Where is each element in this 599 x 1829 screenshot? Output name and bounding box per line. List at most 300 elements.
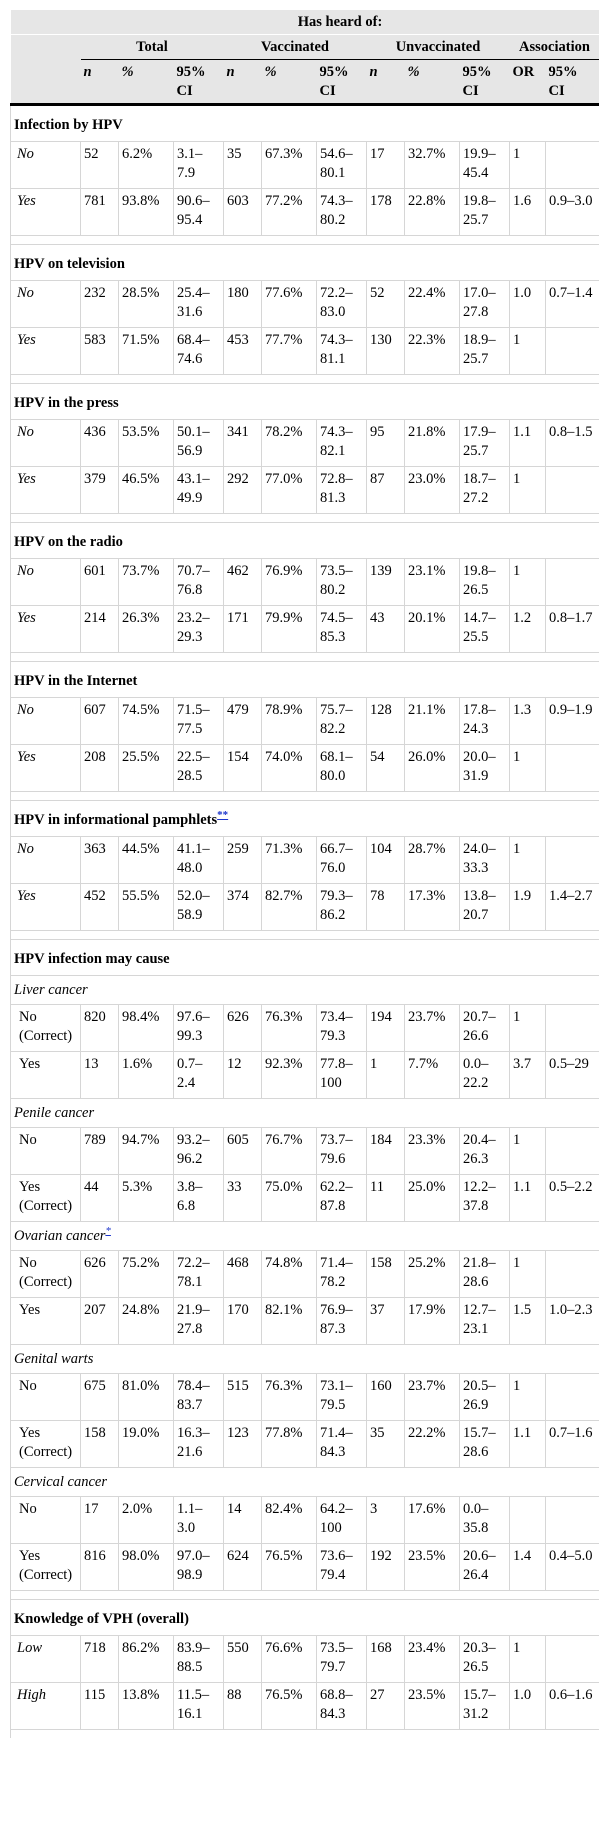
cell-total-pct: 55.5% — [119, 884, 174, 931]
cell-unvacc-ci: 12.7–23.1 — [460, 1298, 510, 1345]
cell-odds-ratio: 1.0 — [510, 1683, 546, 1730]
spacer-cell — [11, 653, 599, 662]
cell-unvacc-n: 128 — [367, 698, 405, 745]
table-row — [11, 1544, 599, 1591]
cell-vacc-n: 515 — [224, 1374, 262, 1421]
footnote-link[interactable]: * — [105, 1225, 111, 1238]
cell-unvacc-n: 1 — [367, 1052, 405, 1099]
cell-vacc-n: 626 — [224, 1005, 262, 1052]
cell-vacc-pct: 71.3% — [262, 837, 317, 884]
cell-unvacc-ci: 0.0–35.8 — [460, 1497, 510, 1544]
cell-vacc-n: 374 — [224, 884, 262, 931]
cell-total-pct: 44.5% — [119, 837, 174, 884]
cell-total-ci: 21.9–27.8 — [174, 1298, 224, 1345]
cell-total-ci: 25.4–31.6 — [174, 281, 224, 328]
cell-vacc-pct: 76.5% — [262, 1683, 317, 1730]
cell-unvacc-n: 78 — [367, 884, 405, 931]
section-spacer — [11, 1591, 599, 1600]
cell-vacc-ci: 54.6–80.1 — [317, 142, 367, 189]
cell-total-n: 607 — [81, 698, 119, 745]
cell-unvacc-ci: 13.8–20.7 — [460, 884, 510, 931]
cell-unvacc-pct: 22.4% — [405, 281, 460, 328]
cell-vacc-ci: 73.4–79.3 — [317, 1005, 367, 1052]
cell-total-ci: 71.5–77.5 — [174, 698, 224, 745]
cell-total-pct: 25.5% — [119, 745, 174, 792]
cell-vacc-ci: 64.2–100 — [317, 1497, 367, 1544]
subgroup-title: Cervical cancer — [14, 1474, 108, 1490]
cell-total-n: 789 — [81, 1128, 119, 1175]
cell-vacc-ci: 71.4–84.3 — [317, 1421, 367, 1468]
cell-vacc-n: 14 — [224, 1497, 262, 1544]
row-label: No — [11, 1374, 81, 1421]
cell-unvacc-n: 158 — [367, 1251, 405, 1298]
cell-or-ci: 0.8–1.7 — [546, 606, 599, 653]
cell-vacc-n: 624 — [224, 1544, 262, 1591]
cell-total-n: 675 — [81, 1374, 119, 1421]
cell-total-n: 115 — [81, 1683, 119, 1730]
cell-total-n: 626 — [81, 1251, 119, 1298]
table-row — [11, 1374, 599, 1421]
cell-total-n: 17 — [81, 1497, 119, 1544]
table-row — [11, 467, 599, 514]
spacer-cell — [11, 1591, 599, 1600]
row-label: No (Correct) — [11, 1005, 81, 1052]
cell-odds-ratio: 1 — [510, 1128, 546, 1175]
header-row-columns — [11, 60, 599, 105]
section-title-cell — [11, 523, 599, 559]
cell-total-pct: 75.2% — [119, 1251, 174, 1298]
section-row — [11, 662, 599, 698]
section-title-cell — [11, 105, 599, 142]
cell-unvacc-n: 104 — [367, 837, 405, 884]
cell-or-ci: 0.5–29 — [546, 1052, 599, 1099]
cell-total-pct: 93.8% — [119, 189, 174, 236]
cell-vacc-ci: 74.3–81.1 — [317, 328, 367, 375]
col-header-unvacc-ci: 95% CI — [460, 60, 510, 105]
cell-or-ci: 0.9–1.9 — [546, 698, 599, 745]
row-label: Yes — [11, 189, 81, 236]
cell-unvacc-pct: 17.3% — [405, 884, 460, 931]
cell-vacc-pct: 82.4% — [262, 1497, 317, 1544]
row-label: Yes — [11, 745, 81, 792]
subgroup-title-cell — [11, 976, 599, 1005]
section-spacer — [11, 236, 599, 245]
cell-vacc-ci: 73.1–79.5 — [317, 1374, 367, 1421]
col-header-or: OR — [510, 60, 546, 105]
cell-vacc-n: 550 — [224, 1636, 262, 1683]
cell-or-ci — [546, 1251, 599, 1298]
section-row — [11, 1600, 599, 1636]
cell-unvacc-n: 52 — [367, 281, 405, 328]
cell-odds-ratio: 1.1 — [510, 1421, 546, 1468]
subgroup-row — [11, 1468, 599, 1497]
cell-vacc-pct: 82.7% — [262, 884, 317, 931]
table-row — [11, 1298, 599, 1345]
cell-unvacc-pct: 22.8% — [405, 189, 460, 236]
section-title: HPV in the press — [14, 395, 119, 411]
cell-unvacc-pct: 25.0% — [405, 1175, 460, 1222]
section-row — [11, 801, 599, 837]
cell-vacc-n: 453 — [224, 328, 262, 375]
row-label: No — [11, 1497, 81, 1544]
cell-or-ci: 0.7–1.6 — [546, 1421, 599, 1468]
cell-vacc-ci: 74.5–85.3 — [317, 606, 367, 653]
cell-vacc-ci: 73.5–80.2 — [317, 559, 367, 606]
cell-unvacc-n: 160 — [367, 1374, 405, 1421]
cell-total-ci: 3.1–7.9 — [174, 142, 224, 189]
cell-unvacc-n: 178 — [367, 189, 405, 236]
cell-vacc-pct: 76.6% — [262, 1636, 317, 1683]
cell-unvacc-n: 43 — [367, 606, 405, 653]
cell-unvacc-n: 27 — [367, 1683, 405, 1730]
cell-unvacc-ci: 20.3–26.5 — [460, 1636, 510, 1683]
cell-unvacc-pct: 32.7% — [405, 142, 460, 189]
cell-vacc-pct: 75.0% — [262, 1175, 317, 1222]
header-row-top — [11, 10, 599, 35]
cell-total-n: 208 — [81, 745, 119, 792]
cell-unvacc-pct: 28.7% — [405, 837, 460, 884]
table-row — [11, 1636, 599, 1683]
col-header-vacc-ci: 95% CI — [317, 60, 367, 105]
col-header-vacc-n: n — [224, 60, 262, 105]
cell-or-ci: 0.5–2.2 — [546, 1175, 599, 1222]
cell-vacc-ci: 72.8–81.3 — [317, 467, 367, 514]
subgroup-row — [11, 1345, 599, 1374]
cell-odds-ratio: 1.2 — [510, 606, 546, 653]
cell-unvacc-n: 11 — [367, 1175, 405, 1222]
section-title-cell — [11, 662, 599, 698]
section-spacer — [11, 1730, 599, 1739]
cell-vacc-n: 259 — [224, 837, 262, 884]
cell-unvacc-n: 130 — [367, 328, 405, 375]
row-label: Yes — [11, 884, 81, 931]
row-label: Low — [11, 1636, 81, 1683]
cell-total-pct: 24.8% — [119, 1298, 174, 1345]
spacer-cell — [11, 375, 599, 384]
cell-total-n: 52 — [81, 142, 119, 189]
cell-unvacc-n: 37 — [367, 1298, 405, 1345]
row-label: No (Correct) — [11, 1251, 81, 1298]
section-title-cell — [11, 384, 599, 420]
cell-total-n: 436 — [81, 420, 119, 467]
row-label: Yes (Correct) — [11, 1544, 81, 1591]
cell-odds-ratio: 1 — [510, 328, 546, 375]
cell-total-pct: 94.7% — [119, 1128, 174, 1175]
row-label: Yes (Correct) — [11, 1175, 81, 1222]
cell-unvacc-pct: 20.1% — [405, 606, 460, 653]
cell-or-ci — [546, 837, 599, 884]
table-row — [11, 606, 599, 653]
table-row — [11, 1128, 599, 1175]
cell-total-ci: 0.7–2.4 — [174, 1052, 224, 1099]
table-body — [11, 105, 599, 1739]
cell-vacc-n: 468 — [224, 1251, 262, 1298]
cell-unvacc-ci: 15.7–28.6 — [460, 1421, 510, 1468]
row-label: Yes — [11, 1052, 81, 1099]
group-header-association: Association — [510, 35, 599, 60]
cell-unvacc-pct: 22.3% — [405, 328, 460, 375]
cell-vacc-n: 33 — [224, 1175, 262, 1222]
cell-total-ci: 68.4–74.6 — [174, 328, 224, 375]
cell-unvacc-n: 168 — [367, 1636, 405, 1683]
cell-total-ci: 41.1–48.0 — [174, 837, 224, 884]
cell-vacc-ci: 76.9–87.3 — [317, 1298, 367, 1345]
cell-or-ci: 1.0–2.3 — [546, 1298, 599, 1345]
cell-odds-ratio: 1.3 — [510, 698, 546, 745]
table-row — [11, 1005, 599, 1052]
cell-unvacc-pct: 17.6% — [405, 1497, 460, 1544]
cell-unvacc-pct: 23.7% — [405, 1005, 460, 1052]
cell-unvacc-n: 139 — [367, 559, 405, 606]
cell-vacc-n: 180 — [224, 281, 262, 328]
subgroup-title: Liver cancer — [14, 982, 88, 998]
cell-vacc-ci: 68.8–84.3 — [317, 1683, 367, 1730]
cell-vacc-pct: 78.2% — [262, 420, 317, 467]
has-heard-of-header: Has heard of: — [81, 10, 599, 35]
cell-odds-ratio: 1 — [510, 467, 546, 514]
cell-total-pct: 46.5% — [119, 467, 174, 514]
cell-total-pct: 6.2% — [119, 142, 174, 189]
cell-total-n: 583 — [81, 328, 119, 375]
cell-total-ci: 97.0–98.9 — [174, 1544, 224, 1591]
cell-vacc-n: 171 — [224, 606, 262, 653]
row-label: Yes — [11, 328, 81, 375]
cell-unvacc-ci: 24.0–33.3 — [460, 837, 510, 884]
section-title: Knowledge of VPH (overall) — [14, 1611, 189, 1627]
cell-odds-ratio: 1.4 — [510, 1544, 546, 1591]
cell-vacc-pct: 76.7% — [262, 1128, 317, 1175]
row-label: No — [11, 420, 81, 467]
cell-vacc-n: 605 — [224, 1128, 262, 1175]
cell-vacc-n: 12 — [224, 1052, 262, 1099]
cell-unvacc-n: 192 — [367, 1544, 405, 1591]
row-label: High — [11, 1683, 81, 1730]
row-label: Yes (Correct) — [11, 1421, 81, 1468]
subgroup-title-cell — [11, 1345, 599, 1374]
cell-or-ci — [546, 559, 599, 606]
cell-or-ci: 0.8–1.5 — [546, 420, 599, 467]
header-corner — [11, 60, 81, 105]
cell-unvacc-ci: 15.7–31.2 — [460, 1683, 510, 1730]
table-row — [11, 1421, 599, 1468]
cell-total-ci: 70.7–76.8 — [174, 559, 224, 606]
table-row — [11, 698, 599, 745]
cell-vacc-pct: 67.3% — [262, 142, 317, 189]
spacer-cell — [11, 236, 599, 245]
cell-odds-ratio: 1 — [510, 1636, 546, 1683]
cell-total-n: 214 — [81, 606, 119, 653]
section-title: HPV on the radio — [14, 534, 123, 550]
cell-or-ci — [546, 467, 599, 514]
cell-vacc-pct: 82.1% — [262, 1298, 317, 1345]
cell-odds-ratio: 3.7 — [510, 1052, 546, 1099]
table-row — [11, 1497, 599, 1544]
cell-odds-ratio: 1.1 — [510, 1175, 546, 1222]
cell-vacc-n: 479 — [224, 698, 262, 745]
cell-vacc-pct: 76.3% — [262, 1374, 317, 1421]
section-row — [11, 940, 599, 976]
section-title-cell — [11, 801, 599, 837]
cell-total-pct: 53.5% — [119, 420, 174, 467]
section-spacer — [11, 792, 599, 801]
cell-total-n: 601 — [81, 559, 119, 606]
section-spacer — [11, 653, 599, 662]
cell-unvacc-pct: 17.9% — [405, 1298, 460, 1345]
cell-total-pct: 98.0% — [119, 1544, 174, 1591]
cell-total-pct: 98.4% — [119, 1005, 174, 1052]
row-label: Yes — [11, 606, 81, 653]
group-header-unvaccinated: Unvaccinated — [367, 35, 510, 60]
cell-vacc-pct: 92.3% — [262, 1052, 317, 1099]
cell-unvacc-pct: 25.2% — [405, 1251, 460, 1298]
cell-odds-ratio: 1 — [510, 1374, 546, 1421]
cell-total-pct: 13.8% — [119, 1683, 174, 1730]
cell-unvacc-pct: 23.4% — [405, 1636, 460, 1683]
cell-unvacc-pct: 22.2% — [405, 1421, 460, 1468]
cell-total-ci: 22.5–28.5 — [174, 745, 224, 792]
row-label: No — [11, 281, 81, 328]
cell-total-n: 718 — [81, 1636, 119, 1683]
cell-or-ci — [546, 1497, 599, 1544]
row-label: No — [11, 698, 81, 745]
cell-unvacc-n: 17 — [367, 142, 405, 189]
cell-vacc-n: 35 — [224, 142, 262, 189]
cell-or-ci — [546, 142, 599, 189]
cell-vacc-ci: 73.7–79.6 — [317, 1128, 367, 1175]
cell-total-n: 781 — [81, 189, 119, 236]
cell-unvacc-ci: 17.8–24.3 — [460, 698, 510, 745]
spacer-cell — [11, 1730, 599, 1739]
cell-vacc-n: 292 — [224, 467, 262, 514]
cell-vacc-pct: 78.9% — [262, 698, 317, 745]
cell-total-ci: 43.1–49.9 — [174, 467, 224, 514]
cell-unvacc-pct: 23.1% — [405, 559, 460, 606]
cell-total-pct: 81.0% — [119, 1374, 174, 1421]
cell-odds-ratio — [510, 1497, 546, 1544]
cell-total-n: 44 — [81, 1175, 119, 1222]
cell-odds-ratio: 1 — [510, 837, 546, 884]
cell-unvacc-n: 184 — [367, 1128, 405, 1175]
cell-total-n: 820 — [81, 1005, 119, 1052]
cell-vacc-n: 341 — [224, 420, 262, 467]
row-label: No — [11, 559, 81, 606]
table-row — [11, 142, 599, 189]
subgroup-row — [11, 1099, 599, 1128]
table-row — [11, 1251, 599, 1298]
section-title: HPV on television — [14, 256, 125, 272]
cell-unvacc-pct: 23.7% — [405, 1374, 460, 1421]
cell-unvacc-pct: 23.5% — [405, 1683, 460, 1730]
table-row — [11, 281, 599, 328]
cell-vacc-n: 123 — [224, 1421, 262, 1468]
section-title: HPV in informational pamphlets — [14, 812, 218, 828]
col-header-unvacc-pct: % — [405, 60, 460, 105]
cell-vacc-pct: 77.2% — [262, 189, 317, 236]
section-spacer — [11, 514, 599, 523]
cell-unvacc-n: 54 — [367, 745, 405, 792]
cell-total-ci: 90.6–95.4 — [174, 189, 224, 236]
cell-vacc-ci: 62.2–87.8 — [317, 1175, 367, 1222]
cell-vacc-pct: 74.8% — [262, 1251, 317, 1298]
cell-unvacc-ci: 19.9–45.4 — [460, 142, 510, 189]
cell-unvacc-ci: 0.0–22.2 — [460, 1052, 510, 1099]
cell-vacc-ci: 66.7–76.0 — [317, 837, 367, 884]
cell-unvacc-pct: 23.5% — [405, 1544, 460, 1591]
col-header-total-n: n — [81, 60, 119, 105]
group-header-total: Total — [81, 35, 224, 60]
cell-total-ci: 3.8–6.8 — [174, 1175, 224, 1222]
cell-total-pct: 28.5% — [119, 281, 174, 328]
cell-vacc-ci: 74.3–80.2 — [317, 189, 367, 236]
cell-vacc-n: 154 — [224, 745, 262, 792]
section-title: Infection by HPV — [14, 117, 123, 133]
subgroup-title: Genital warts — [14, 1351, 94, 1367]
cell-vacc-ci: 73.6–79.4 — [317, 1544, 367, 1591]
cell-total-ci: 52.0–58.9 — [174, 884, 224, 931]
cell-vacc-pct: 76.3% — [262, 1005, 317, 1052]
footnote-link[interactable]: ** — [217, 809, 229, 822]
cell-vacc-n: 462 — [224, 559, 262, 606]
table-row — [11, 559, 599, 606]
cell-odds-ratio: 1.1 — [510, 420, 546, 467]
cell-vacc-pct: 76.9% — [262, 559, 317, 606]
spacer-cell — [11, 931, 599, 940]
cell-unvacc-ci: 17.0–27.8 — [460, 281, 510, 328]
table-row — [11, 189, 599, 236]
cell-vacc-pct: 77.6% — [262, 281, 317, 328]
hpv-awareness-table — [10, 10, 599, 1738]
cell-unvacc-pct: 23.0% — [405, 467, 460, 514]
cell-total-pct: 71.5% — [119, 328, 174, 375]
col-header-total-ci: 95% CI — [174, 60, 224, 105]
cell-unvacc-ci: 20.4–26.3 — [460, 1128, 510, 1175]
cell-total-pct: 1.6% — [119, 1052, 174, 1099]
table-row — [11, 328, 599, 375]
cell-unvacc-n: 3 — [367, 1497, 405, 1544]
cell-total-ci: 93.2–96.2 — [174, 1128, 224, 1175]
cell-total-ci: 16.3–21.6 — [174, 1421, 224, 1468]
cell-unvacc-ci: 18.7–27.2 — [460, 467, 510, 514]
cell-total-ci: 83.9–88.5 — [174, 1636, 224, 1683]
cell-unvacc-ci: 12.2–37.8 — [460, 1175, 510, 1222]
cell-unvacc-ci: 21.8–28.6 — [460, 1251, 510, 1298]
section-row — [11, 245, 599, 281]
cell-total-n: 13 — [81, 1052, 119, 1099]
cell-total-pct: 73.7% — [119, 559, 174, 606]
cell-or-ci — [546, 328, 599, 375]
table-row — [11, 420, 599, 467]
cell-total-ci: 78.4–83.7 — [174, 1374, 224, 1421]
subgroup-title-cell — [11, 1099, 599, 1128]
col-header-total-pct: % — [119, 60, 174, 105]
cell-vacc-ci: 75.7–82.2 — [317, 698, 367, 745]
cell-unvacc-ci: 20.6–26.4 — [460, 1544, 510, 1591]
cell-vacc-ci: 68.1–80.0 — [317, 745, 367, 792]
cell-or-ci: 0.4–5.0 — [546, 1544, 599, 1591]
cell-or-ci: 0.6–1.6 — [546, 1683, 599, 1730]
subgroup-row — [11, 1222, 599, 1251]
cell-total-n: 816 — [81, 1544, 119, 1591]
section-spacer — [11, 375, 599, 384]
header-corner — [11, 10, 81, 35]
col-header-or-ci: 95% CI — [546, 60, 599, 105]
cell-unvacc-ci: 14.7–25.5 — [460, 606, 510, 653]
row-label: No — [11, 142, 81, 189]
cell-vacc-n: 603 — [224, 189, 262, 236]
row-label: Yes — [11, 467, 81, 514]
table-row — [11, 745, 599, 792]
subgroup-title: Ovarian cancer — [14, 1228, 106, 1244]
